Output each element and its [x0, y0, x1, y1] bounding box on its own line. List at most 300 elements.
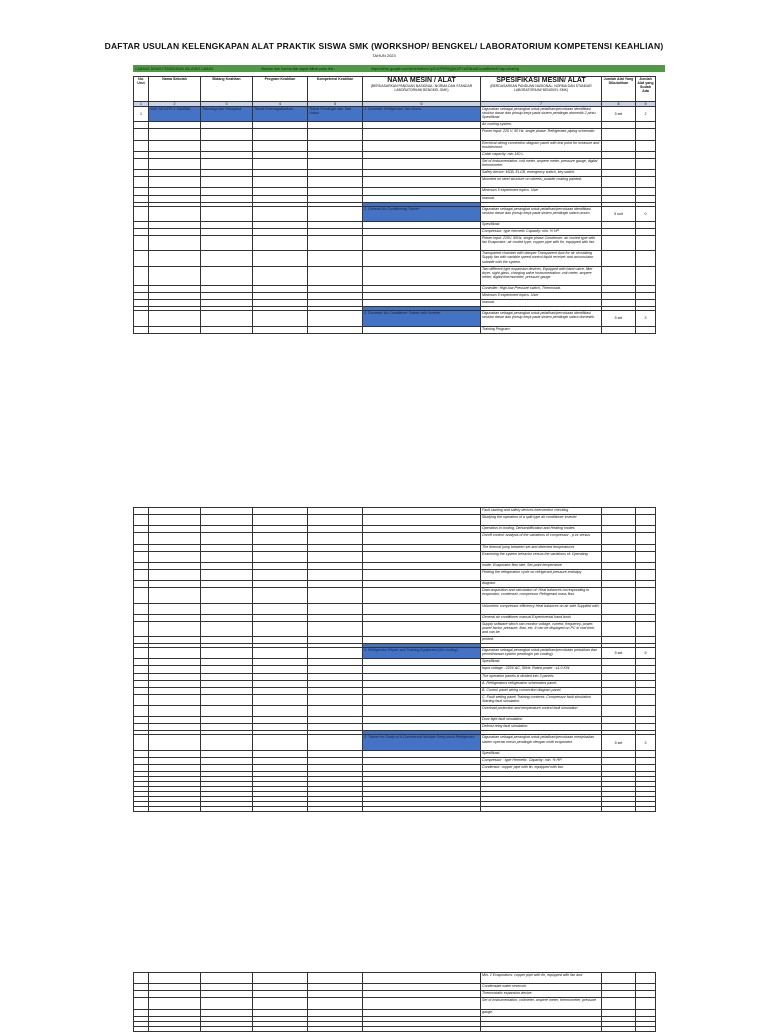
machine-name-cell: 2. General Air Conditioning Trainer	[363, 206, 481, 221]
spec-cell: Defrost relay fault simulation.	[481, 724, 602, 731]
machine-name-cell	[363, 569, 481, 580]
program-cell	[253, 236, 308, 251]
competence-cell	[308, 170, 363, 177]
school-cell	[149, 326, 201, 333]
machine-name-cell	[363, 177, 481, 188]
no-cell	[134, 311, 149, 326]
field-cell	[201, 680, 253, 687]
qty-owned-cell	[636, 764, 656, 771]
competence-cell	[308, 1009, 363, 1016]
field-cell	[201, 286, 253, 293]
qty-owned-cell	[636, 508, 656, 515]
school-cell	[149, 170, 201, 177]
spec-cell: Supply software which can monitor voltage, current, frequency, power, power factor, pressure, flow, etc. It can be displayed on PC in real time, and can be	[481, 621, 602, 636]
competence-cell	[308, 998, 363, 1009]
machine-name-cell	[363, 588, 481, 603]
no-cell	[134, 508, 149, 515]
field-cell	[201, 533, 253, 544]
competence-cell	[308, 614, 363, 621]
field-cell	[201, 614, 253, 621]
spec-cell: Fault starting and safety devices intervention checking	[481, 508, 602, 515]
table-row	[134, 984, 656, 991]
qty-owned-cell: 2	[636, 107, 656, 122]
qty-owned-cell	[636, 129, 656, 140]
machine-name-cell	[363, 984, 481, 991]
competence-cell	[308, 673, 363, 680]
no-cell	[134, 1026, 149, 1031]
machine-name-cell	[363, 293, 481, 300]
qty-owned-cell	[636, 621, 656, 636]
program-cell	[253, 973, 308, 984]
spec-cell: printed.	[481, 637, 602, 644]
no-cell	[134, 588, 149, 603]
qty-owned-cell	[636, 170, 656, 177]
table-row	[134, 581, 656, 588]
table-row	[134, 588, 656, 603]
competence-cell	[308, 724, 363, 731]
no-cell	[134, 637, 149, 644]
table-row	[134, 680, 656, 687]
qty-owned-cell	[636, 806, 656, 811]
school-cell	[149, 569, 201, 580]
no-cell	[134, 680, 149, 687]
no-cell	[134, 614, 149, 621]
table-row	[134, 973, 656, 984]
table-row	[134, 326, 656, 333]
qty-owned-cell	[636, 991, 656, 998]
no-cell	[134, 129, 149, 140]
qty-owned-cell	[636, 973, 656, 984]
school-cell	[149, 694, 201, 705]
spec-cell: The operation panels is divided into 3 panels:	[481, 673, 602, 680]
table-row	[134, 724, 656, 731]
school-cell	[149, 687, 201, 694]
qty-needed-cell	[602, 569, 636, 580]
school-cell	[149, 764, 201, 771]
spec-cell: manual.	[481, 195, 602, 202]
qty-needed-cell	[602, 526, 636, 533]
qty-owned-cell	[636, 706, 656, 717]
field-cell	[201, 326, 253, 333]
header-machine	[363, 77, 481, 102]
school-cell	[149, 991, 201, 998]
table-row	[134, 637, 656, 644]
spec-cell: Two different type expansion devices. Equipped with hand valve, filter dryer, sight glass, charging valve Instrumentation: volt meter, ampere meter, digital thermometer, pressure gauge	[481, 266, 602, 285]
no-cell	[134, 806, 149, 811]
field-cell	[201, 544, 253, 551]
no-cell	[134, 562, 149, 569]
spec-cell: A. Refrigerators refrigeration schematics panel;	[481, 680, 602, 687]
qty-needed-cell: 5 set	[602, 107, 636, 122]
field-cell: Teknologi dan Rekayasa	[201, 107, 253, 122]
qty-needed-cell	[602, 694, 636, 705]
table-row	[134, 648, 656, 659]
program-cell	[253, 694, 308, 705]
no-cell	[134, 515, 149, 526]
qty-owned-cell	[636, 659, 656, 666]
table-row	[134, 687, 656, 694]
spec-cell: Condensor: copper pipe with fin, equipped with fan.	[481, 764, 602, 771]
program-cell	[253, 286, 308, 293]
field-cell	[201, 195, 253, 202]
qty-owned-cell	[636, 526, 656, 533]
field-cell	[201, 236, 253, 251]
qty-owned-cell	[636, 188, 656, 195]
competence-cell	[308, 666, 363, 673]
school-cell	[149, 526, 201, 533]
no-cell	[134, 984, 149, 991]
qty-owned-cell	[636, 1009, 656, 1016]
col-num: 6	[363, 102, 481, 107]
no-cell	[134, 735, 149, 750]
qty-owned-cell	[636, 158, 656, 169]
qty-needed-cell: 5 set	[602, 311, 636, 326]
program-cell	[253, 806, 308, 811]
school-cell	[149, 140, 201, 151]
table-row	[134, 515, 656, 526]
qty-needed-cell	[602, 673, 636, 680]
no-cell	[134, 706, 149, 717]
no-cell	[134, 648, 149, 659]
spec-cell: Digunakan sebagai perangkat untuk pelatihan/percobaan menjelaskan sistem operasi mesin pendingin dengan multi evaporator.	[481, 735, 602, 750]
spec-cell: Input voltage : 220V AC, 50Hz; Rated power : ≤1.0 KW	[481, 666, 602, 673]
spec-cell: Transparent chamber with damper Transparent duct for air circulating Supply fan with variable speed control liquid receiver and accumulator suitable with the system.	[481, 251, 602, 266]
spec-cell: Set of Instrumentation: volt meter, ampere meter, pressure gauge, digital thermometer.	[481, 158, 602, 169]
program-cell	[253, 588, 308, 603]
spec-cell: Door light fault simulation	[481, 717, 602, 724]
qty-needed-cell	[602, 266, 636, 285]
competence-cell	[308, 122, 363, 129]
sheet-block-3	[133, 972, 656, 1032]
no-cell	[134, 140, 149, 151]
no-cell	[134, 1009, 149, 1016]
program-cell	[253, 177, 308, 188]
col-num: 7	[481, 102, 602, 107]
field-cell	[201, 757, 253, 764]
qty-owned-cell	[636, 551, 656, 562]
header-qty-owned: Jumlah Alat yang Sudah Ada	[636, 77, 656, 102]
header-program: Program Keahlian	[253, 77, 308, 102]
field-cell	[201, 151, 253, 158]
field-cell	[201, 648, 253, 659]
table-row	[134, 533, 656, 544]
competence-cell	[308, 621, 363, 636]
spec-cell: Examining the system behavior versus the variations of: Operating	[481, 551, 602, 562]
qty-owned-cell	[636, 300, 656, 307]
field-cell	[201, 735, 253, 750]
field-cell	[201, 1009, 253, 1016]
qty-owned-cell: 5	[636, 648, 656, 659]
machine-name-cell	[363, 673, 481, 680]
table-row	[134, 293, 656, 300]
machine-name-cell	[363, 659, 481, 666]
no-cell	[134, 221, 149, 228]
spec-cell: B. Control panel wiring connection diagram panel;	[481, 687, 602, 694]
school-cell	[149, 236, 201, 251]
qty-needed-cell	[602, 326, 636, 333]
school-cell	[149, 122, 201, 129]
school-cell	[149, 659, 201, 666]
competence-cell	[308, 140, 363, 151]
program-cell	[253, 206, 308, 221]
qty-needed-cell	[602, 122, 636, 129]
machine-name-cell	[363, 221, 481, 228]
spec-cell: mode, Evaporator flow rate, Set-point temperature	[481, 562, 602, 569]
table-row	[134, 551, 656, 562]
program-cell	[253, 1009, 308, 1016]
machine-name-cell	[363, 508, 481, 515]
qty-needed-cell	[602, 750, 636, 757]
competence-cell	[308, 206, 363, 221]
no-cell	[134, 151, 149, 158]
qty-needed-cell	[602, 687, 636, 694]
no-cell	[134, 206, 149, 221]
spec-cell: C. Fault setting panel Training contents: Compressor fault simulation Starting fault simulation	[481, 694, 602, 705]
qty-owned-cell	[636, 588, 656, 603]
qty-owned-cell	[636, 666, 656, 673]
field-cell	[201, 266, 253, 285]
spec-cell: Digunakan sebagai perangkat untuk pelatihan/percobaan identifikasi struktur dasar dan prinsip kerja pada sistem pendingin udara umum.	[481, 206, 602, 221]
field-cell	[201, 984, 253, 991]
machine-name-cell	[363, 603, 481, 614]
machine-name-cell	[363, 637, 481, 644]
competence-cell	[308, 991, 363, 998]
machine-name-cell	[363, 750, 481, 757]
no-cell	[134, 170, 149, 177]
program-cell	[253, 603, 308, 614]
spec-cell: General air conditioner manual Experimental hand book	[481, 614, 602, 621]
competence-cell	[308, 569, 363, 580]
program-cell	[253, 188, 308, 195]
competence-cell	[308, 588, 363, 603]
no-cell	[134, 293, 149, 300]
qty-needed-cell	[602, 195, 636, 202]
spec-cell: Set of Instrumentation: voltmeter, ampere meter, thermometer, pressure	[481, 998, 602, 1009]
school-cell	[149, 637, 201, 644]
program-cell	[253, 129, 308, 140]
header-field: Bidang Keahlian	[201, 77, 253, 102]
school-cell	[149, 806, 201, 811]
sheet-block-1	[133, 76, 656, 334]
program-cell	[253, 648, 308, 659]
qty-owned-cell	[636, 515, 656, 526]
school-cell	[149, 588, 201, 603]
spec-cell: Compressor: type hermetic Capacity: min. ½ HP	[481, 229, 602, 236]
machine-name-cell	[363, 998, 481, 1009]
field-cell	[201, 508, 253, 515]
competence-cell: Teknik Pendingin dan Tata Udara	[308, 107, 363, 122]
qty-owned-cell	[636, 326, 656, 333]
table-row	[134, 544, 656, 551]
competence-cell	[308, 236, 363, 251]
no-cell	[134, 551, 149, 562]
table-row	[134, 750, 656, 757]
field-cell	[201, 526, 253, 533]
spec-cell: Digunakan sebagai perangkat untuk pelatihan/percobaan identifikasi struktur dasar dan prinsip kerja pada sistem pendingin udara domestik.	[481, 311, 602, 326]
qty-needed-cell	[602, 533, 636, 544]
qty-needed-cell	[602, 1009, 636, 1016]
qty-needed-cell	[602, 757, 636, 764]
spec-cell: Studying the operation of a split type air conditioner inverter	[481, 515, 602, 526]
competence-cell	[308, 764, 363, 771]
spec-cell: Power input: 220V, 50Hz, single phase Condenser: air cooled type with fan Evaporator: air cooled type, copper pipe with fin, equipped with fan.	[481, 236, 602, 251]
table-row	[134, 286, 656, 293]
competence-cell	[308, 551, 363, 562]
qty-needed-cell	[602, 806, 636, 811]
qty-needed-cell	[602, 588, 636, 603]
machine-name-cell	[363, 140, 481, 151]
qty-owned-cell	[636, 236, 656, 251]
table-row	[134, 508, 656, 515]
school-cell	[149, 188, 201, 195]
qty-needed-cell	[602, 637, 636, 644]
table-row	[134, 706, 656, 717]
sheet-block-2	[133, 507, 656, 812]
program-cell	[253, 158, 308, 169]
machine-name-cell	[363, 687, 481, 694]
no-cell	[134, 177, 149, 188]
field-cell	[201, 569, 253, 580]
table-row	[134, 735, 656, 750]
machine-name-cell	[363, 122, 481, 129]
drive-link[interactable]: https://drive.google.com/drive/folders/1pRhZPRRffQjMGiPYz0Rkha4Dcuw8bnhe6?usp=sharing	[371, 66, 519, 71]
machine-name-cell	[363, 1009, 481, 1016]
qty-owned-cell	[636, 1026, 656, 1031]
qty-owned-cell	[636, 603, 656, 614]
field-cell	[201, 694, 253, 705]
qty-needed-cell: 5 unit	[602, 206, 636, 221]
school-cell	[149, 750, 201, 757]
school-cell	[149, 311, 201, 326]
spec-cell: Digunakan sebagai perangkat untuk pelatihan/percobaan identifikasi struktur dasar dan prinsip kerja pada sistem pendingin domestik 2 pintu. Spesifikasi:	[481, 107, 602, 122]
table-row	[134, 621, 656, 636]
machine-name-cell: 4. Refrigerator Repair and Training Equipment (Air cooling)	[363, 648, 481, 659]
col-num: 3	[201, 102, 253, 107]
field-cell	[201, 991, 253, 998]
program-cell	[253, 326, 308, 333]
competence-cell	[308, 687, 363, 694]
machine-name-cell	[363, 229, 481, 236]
school-cell	[149, 251, 201, 266]
region-label: CABANG DINAS PENDIDIKAN WILAYAH LAMAN	[135, 66, 214, 71]
competence-cell	[308, 973, 363, 984]
program-cell	[253, 750, 308, 757]
qty-needed-cell	[602, 680, 636, 687]
no-cell	[134, 621, 149, 636]
field-cell	[201, 750, 253, 757]
machine-name-cell	[363, 188, 481, 195]
competence-cell	[308, 637, 363, 644]
field-cell	[201, 588, 253, 603]
program-cell	[253, 735, 308, 750]
school-cell	[149, 666, 201, 673]
qty-owned-cell	[636, 750, 656, 757]
machine-name-cell	[363, 614, 481, 621]
field-cell	[201, 251, 253, 266]
qty-needed-cell	[602, 293, 636, 300]
program-cell	[253, 757, 308, 764]
field-cell	[201, 706, 253, 717]
qty-needed-cell	[602, 614, 636, 621]
school-cell	[149, 158, 201, 169]
spec-cell: Plotting the refrigeration cycle on refrigerant pressure-enthalpy	[481, 569, 602, 580]
spec-cell: Safety device: MCB, ELCB, emergency switch, key switch.	[481, 170, 602, 177]
qty-owned-cell	[636, 998, 656, 1009]
qty-owned-cell	[636, 687, 656, 694]
spec-cell: Condensate water reservoir.	[481, 984, 602, 991]
qty-needed-cell	[602, 170, 636, 177]
spec-cell	[481, 1026, 602, 1031]
field-cell	[201, 717, 253, 724]
school-cell	[149, 151, 201, 158]
competence-cell	[308, 151, 363, 158]
qty-needed-cell	[602, 236, 636, 251]
table-row	[134, 188, 656, 195]
qty-owned-cell	[636, 984, 656, 991]
spec-cell: diagram.	[481, 581, 602, 588]
table-row	[134, 229, 656, 236]
spec-cell: Spesifikasi:	[481, 750, 602, 757]
no-cell	[134, 673, 149, 680]
table-row	[134, 1009, 656, 1016]
qty-needed-cell	[602, 286, 636, 293]
table-row	[134, 236, 656, 251]
school-cell	[149, 603, 201, 614]
machine-name-cell	[363, 515, 481, 526]
table-row	[134, 659, 656, 666]
spec-cell: Volumetric compressor efficiency Heat balances on air side Supplied with:	[481, 603, 602, 614]
school-cell	[149, 293, 201, 300]
competence-cell	[308, 806, 363, 811]
program-cell	[253, 221, 308, 228]
spec-cell: The thermal jump between set and detected temperatures	[481, 544, 602, 551]
competence-cell	[308, 188, 363, 195]
table-row	[134, 666, 656, 673]
machine-name-cell	[363, 764, 481, 771]
table-row	[134, 195, 656, 202]
no-cell	[134, 188, 149, 195]
competence-cell	[308, 221, 363, 228]
program-cell	[253, 659, 308, 666]
qty-needed-cell: 5 set	[602, 735, 636, 750]
program-cell	[253, 533, 308, 544]
qty-needed-cell	[602, 998, 636, 1009]
qty-needed-cell	[602, 221, 636, 228]
no-cell	[134, 764, 149, 771]
col-num: 5	[308, 102, 363, 107]
competence-cell	[308, 581, 363, 588]
competence-cell	[308, 286, 363, 293]
qty-needed-cell	[602, 544, 636, 551]
machine-name-cell: 3. Domestic Air Conditioner Trainer with Inverter	[363, 311, 481, 326]
table-row	[134, 129, 656, 140]
school-cell	[149, 717, 201, 724]
program-cell	[253, 998, 308, 1009]
field-cell	[201, 158, 253, 169]
no-cell	[134, 236, 149, 251]
competence-cell	[308, 735, 363, 750]
field-cell	[201, 581, 253, 588]
table-row	[134, 206, 656, 221]
machine-name-cell	[363, 526, 481, 533]
qty-owned-cell	[636, 533, 656, 544]
no-cell	[134, 195, 149, 202]
competence-cell	[308, 717, 363, 724]
table-row	[134, 221, 656, 228]
no-cell	[134, 569, 149, 580]
table-row	[134, 122, 656, 129]
table-row	[134, 717, 656, 724]
